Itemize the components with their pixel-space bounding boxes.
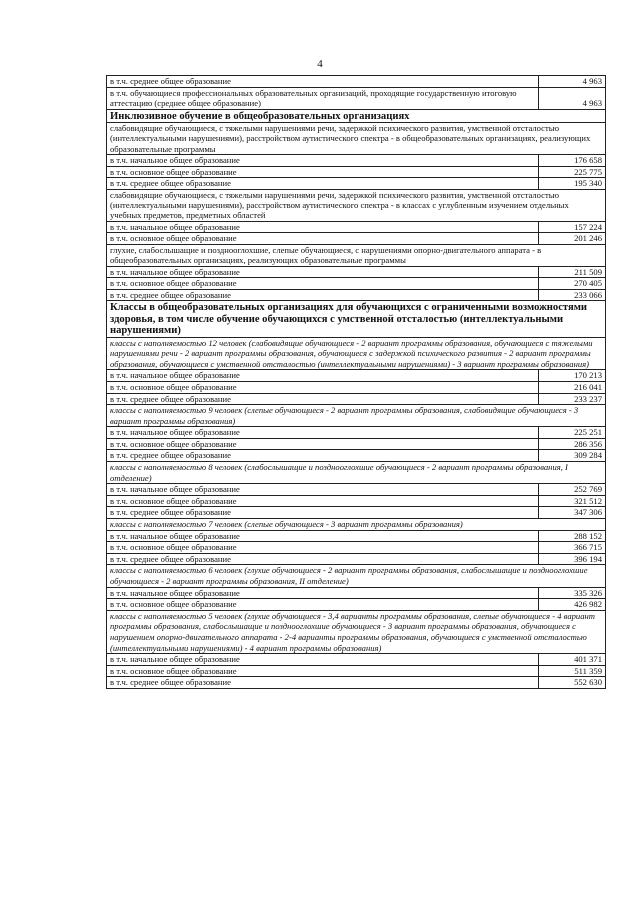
table-row (107, 233, 606, 245)
row-label: в т.ч. основное общее образование (107, 438, 539, 450)
row-label: в т.ч. начальное общее образование (107, 427, 539, 439)
row-value: 216 041 (539, 381, 606, 393)
row-value: 396 194 (539, 553, 606, 565)
row-label: в т.ч. начальное общее образование (107, 266, 539, 278)
row-label: в т.ч. среднее общее образование (107, 450, 539, 462)
row-label: в т.ч. среднее общее образование (107, 289, 539, 301)
table-row (107, 427, 606, 439)
row-label: в т.ч. среднее общее образование (107, 393, 539, 405)
row-label: в т.ч. начальное общее образование (107, 654, 539, 666)
class-note: классы с наполняемостью 6 человек (глухие обучающиеся - 2 вариант программы образования, слабослышащие и позднооглохшие обучающиеся - 2 вариант программы образования, II отделение) (107, 565, 606, 587)
row-value: 366 715 (539, 542, 606, 554)
category-description: глухие, слабослышащие и позднооглохшие, слепые обучающиеся, с нарушениями опорно-двигательного аппарата - в общеобразовательных организациях, реализующих образовательные программы (107, 244, 606, 266)
class-note-row (107, 519, 606, 531)
row-value: 225 775 (539, 166, 606, 178)
row-value: 335 326 (539, 587, 606, 599)
table-row (107, 370, 606, 382)
class-note-row (107, 462, 606, 484)
class-note: классы с наполняемостью 5 человек (глухие обучающиеся - 3,4 варианты программы образования, слепые обучающиеся - 4 вариант программы образования, слабослышащие и позднооглохшие обучающиеся - 3 вариант программы образования, обучающиеся с нарушением опорно-двигательного аппарата - 2-4 варианты программы образования, обучающиеся с умственной отсталостью (интеллектуальными нарушениями) - 4 вариант программы образования) (107, 610, 606, 653)
row-value: 201 246 (539, 233, 606, 245)
class-note: классы с наполняемостью 12 человек (слабовидящие обучающиеся - 2 вариант программы образования, обучающиеся с тяжелыми нарушениями речи - 2 вариант программы образования, обучающиеся с задержкой психического развития - 2 вариант программы образования, обучающиеся с умственной отсталостью (интеллектуальными нарушениями) - 3 вариант программы образования) (107, 337, 606, 370)
row-label: в т.ч. среднее общее образование (107, 677, 539, 689)
table-row (107, 450, 606, 462)
row-label: в т.ч. среднее общее образование (107, 178, 539, 190)
category-description: слабовидящие обучающиеся, с тяжелыми нарушениями речи, задержкой психического развития, умственной отсталостью (интеллектуальными нарушениями), расстройством аутистического спектра - в классах с углубленным изучением отдельных учебных предметов, предметных областей (107, 189, 606, 221)
row-label: в т.ч. среднее общее образование (107, 553, 539, 565)
table-row (107, 76, 606, 88)
row-value: 309 284 (539, 450, 606, 462)
table-row (107, 495, 606, 507)
class-note-row (107, 337, 606, 370)
row-label: в т.ч. основное общее образование (107, 166, 539, 178)
category-row (107, 123, 606, 155)
row-value: 211 509 (539, 266, 606, 278)
table-row (107, 221, 606, 233)
section-heading: Классы в общеобразовательных организациях для обучающихся с ограниченными возможностями здоровья, в том числе обучение обучающихся с умственной отсталостью (интеллектуальными нарушениями) (107, 301, 606, 337)
row-label: в т.ч. основное общее образование (107, 495, 539, 507)
row-label: в т.ч. среднее общее образование (107, 76, 539, 88)
row-value: 233 237 (539, 393, 606, 405)
table-row (107, 484, 606, 496)
row-label: в т.ч. основное общее образование (107, 278, 539, 290)
table-row (107, 677, 606, 689)
table-row (107, 438, 606, 450)
table-row (107, 530, 606, 542)
row-value: 225 251 (539, 427, 606, 439)
row-label: в т.ч. начальное общее образование (107, 370, 539, 382)
row-value: 4 963 (539, 87, 606, 109)
row-value: 157 224 (539, 221, 606, 233)
class-note-row (107, 405, 606, 427)
row-value: 426 982 (539, 599, 606, 611)
row-label: в т.ч. основное общее образование (107, 233, 539, 245)
row-label: в т.ч. обучающиеся профессиональных образовательных организаций, проходящие государственную итоговую аттестацию (среднее общее образование) (107, 87, 539, 109)
table-row (107, 155, 606, 167)
table-row (107, 542, 606, 554)
row-value: 252 769 (539, 484, 606, 496)
row-label: в т.ч. начальное общее образование (107, 221, 539, 233)
table-row (107, 654, 606, 666)
row-label: в т.ч. основное общее образование (107, 599, 539, 611)
row-value: 176 658 (539, 155, 606, 167)
row-value: 511 359 (539, 665, 606, 677)
table-row (107, 587, 606, 599)
table-row (107, 381, 606, 393)
table-row (107, 266, 606, 278)
row-value: 288 152 (539, 530, 606, 542)
class-note-row (107, 565, 606, 587)
row-value: 195 340 (539, 178, 606, 190)
row-value: 552 630 (539, 677, 606, 689)
class-note: классы с наполняемостью 8 человек (слабослышащие и позднооглохшие обучающиеся - 2 вариант программы образования, I отделение) (107, 462, 606, 484)
category-description: слабовидящие обучающиеся, с тяжелыми нарушениями речи, задержкой психического развития, умственной отсталостью (интеллектуальными нарушениями), расстройством аутистического спектра - в общеобразовательных организациях, реализующих образовательные программы (107, 123, 606, 155)
table-row (107, 178, 606, 190)
row-value: 270 405 (539, 278, 606, 290)
table-row (107, 166, 606, 178)
table-row (107, 393, 606, 405)
table-row (107, 553, 606, 565)
row-value: 286 356 (539, 438, 606, 450)
row-value: 4 963 (539, 76, 606, 88)
row-value: 233 066 (539, 289, 606, 301)
section-heading: Инклюзивное обучение в общеобразовательных организациях (107, 109, 606, 122)
row-label: в т.ч. начальное общее образование (107, 484, 539, 496)
row-label: в т.ч. основное общее образование (107, 381, 539, 393)
class-note: классы с наполняемостью 7 человек (слепые обучающиеся - 3 вариант программы образования) (107, 519, 606, 531)
section-heading-row (107, 301, 606, 337)
row-label: в т.ч. основное общее образование (107, 665, 539, 677)
row-label: в т.ч. начальное общее образование (107, 530, 539, 542)
category-row (107, 244, 606, 266)
row-label: в т.ч. основное общее образование (107, 542, 539, 554)
table-row (107, 289, 606, 301)
row-label: в т.ч. начальное общее образование (107, 587, 539, 599)
table-row (107, 665, 606, 677)
funding-table (106, 75, 606, 689)
class-note: классы с наполняемостью 9 человек (слепые обучающиеся - 2 вариант программы образования, слабовидящие обучающиеся - 3 вариант программы образования) (107, 405, 606, 427)
row-label: в т.ч. среднее общее образование (107, 507, 539, 519)
section-heading-row (107, 109, 606, 122)
row-value: 401 371 (539, 654, 606, 666)
class-note-row (107, 610, 606, 653)
row-label: в т.ч. начальное общее образование (107, 155, 539, 167)
page-number: 4 (317, 58, 323, 70)
table-row (107, 599, 606, 611)
table-row (107, 87, 606, 109)
category-row (107, 189, 606, 221)
table-row (107, 278, 606, 290)
row-value: 321 512 (539, 495, 606, 507)
table-row (107, 507, 606, 519)
row-value: 347 306 (539, 507, 606, 519)
row-value: 170 213 (539, 370, 606, 382)
table-body (107, 76, 606, 689)
